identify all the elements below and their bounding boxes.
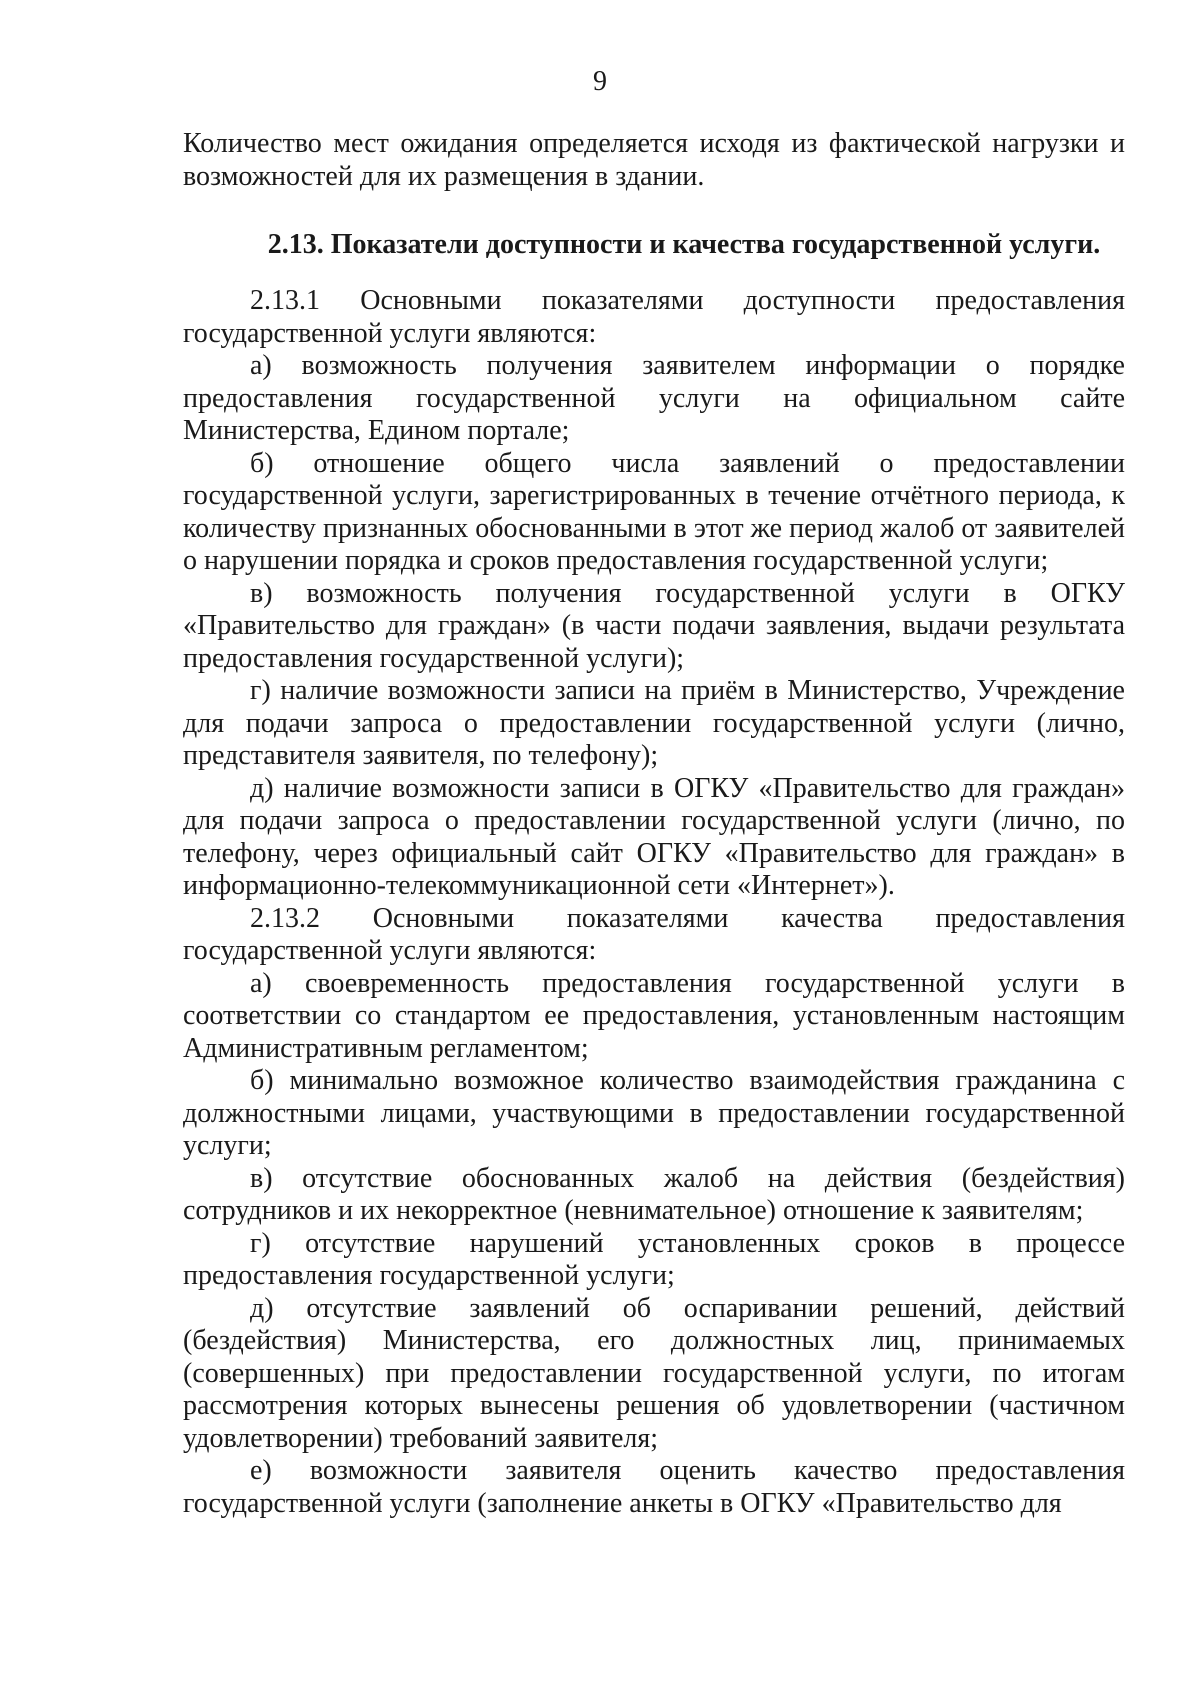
section-2-item-a: а) своевременность предоставления государственной услуги в соответствии со стандартом ее предоставления, установленным настоящим Административным регламентом;: [183, 967, 1125, 1064]
section-1-item-a: а) возможность получения заявителем информации о порядке предоставления государственной услуги на официальном сайте Министерства, Едином портале;: [183, 350, 1125, 446]
page-number: 9: [593, 66, 607, 97]
section-heading: 2.13. Показатели доступности и качества государственной услуги.: [267, 229, 1101, 260]
section-2-item-d: д) отсутствие заявлений об оспаривании решений, действий (бездействия) Министерства, его должностных лиц, принимаемых (совершенных) при предоставлении государственной услуги, по итогам рассмотрения которых вынесены решения об удовлетворении (частичном удовлетворении) требований заявителя;: [183, 1292, 1125, 1454]
section-2-item-b: б) минимально возможное количество взаимодействия гражданина с должностными лицами, участвующими в предоставлении государственной услуги;: [183, 1065, 1125, 1161]
section-1-item-g: г) наличие возможности записи на приём в Министерство, Учреждение для подачи запроса о предоставлении государственной услуги (лично, представителя заявителя, по телефону);: [183, 675, 1125, 771]
section-2-item-e: е) возможности заявителя оценить качество предоставления государственной услуги (заполнение анкеты в ОГКУ «Правительство для: [183, 1455, 1125, 1519]
page-content: [183, 128, 1125, 1520]
section-1-item-v: в) возможность получения государственной услуги в ОГКУ «Правительство для граждан» (в части подачи заявления, выдачи результата предоставления государственной услуги);: [183, 577, 1125, 674]
intro-paragraph: Количество мест ожидания определяется исходя из фактической нагрузки и возможностей для их размещения в здании.: [183, 128, 1125, 192]
section-2-item-g: г) отсутствие нарушений установленных сроков в процессе предоставления государственной услуги;: [183, 1227, 1125, 1291]
section-1-lead: 2.13.1 Основными показателями доступности предоставления государственной услуги являются:: [183, 285, 1125, 349]
section-1-item-d: д) наличие возможности записи в ОГКУ «Правительство для граждан» для подачи запроса о предоставлении государственной услуги (лично, по телефону, через официальный сайт ОГКУ «Правительство для граждан» в информационно-телекоммуникационной сети «Интернет»).: [183, 772, 1125, 901]
section-2-item-v: в) отсутствие обоснованных жалоб на действия (бездействия) сотрудников и их некорректное (невнимательное) отношение к заявителям;: [183, 1162, 1125, 1226]
section-1-item-b: б) отношение общего числа заявлений о предоставлении государственной услуги, зарегистрированных в течение отчётного периода, к количеству признанных обоснованными в этот же период жалоб от заявителей о нарушении порядка и сроков предоставления государственной услуги;: [183, 447, 1125, 576]
section-2-lead: 2.13.2 Основными показателями качества предоставления государственной услуги являются:: [183, 902, 1125, 966]
